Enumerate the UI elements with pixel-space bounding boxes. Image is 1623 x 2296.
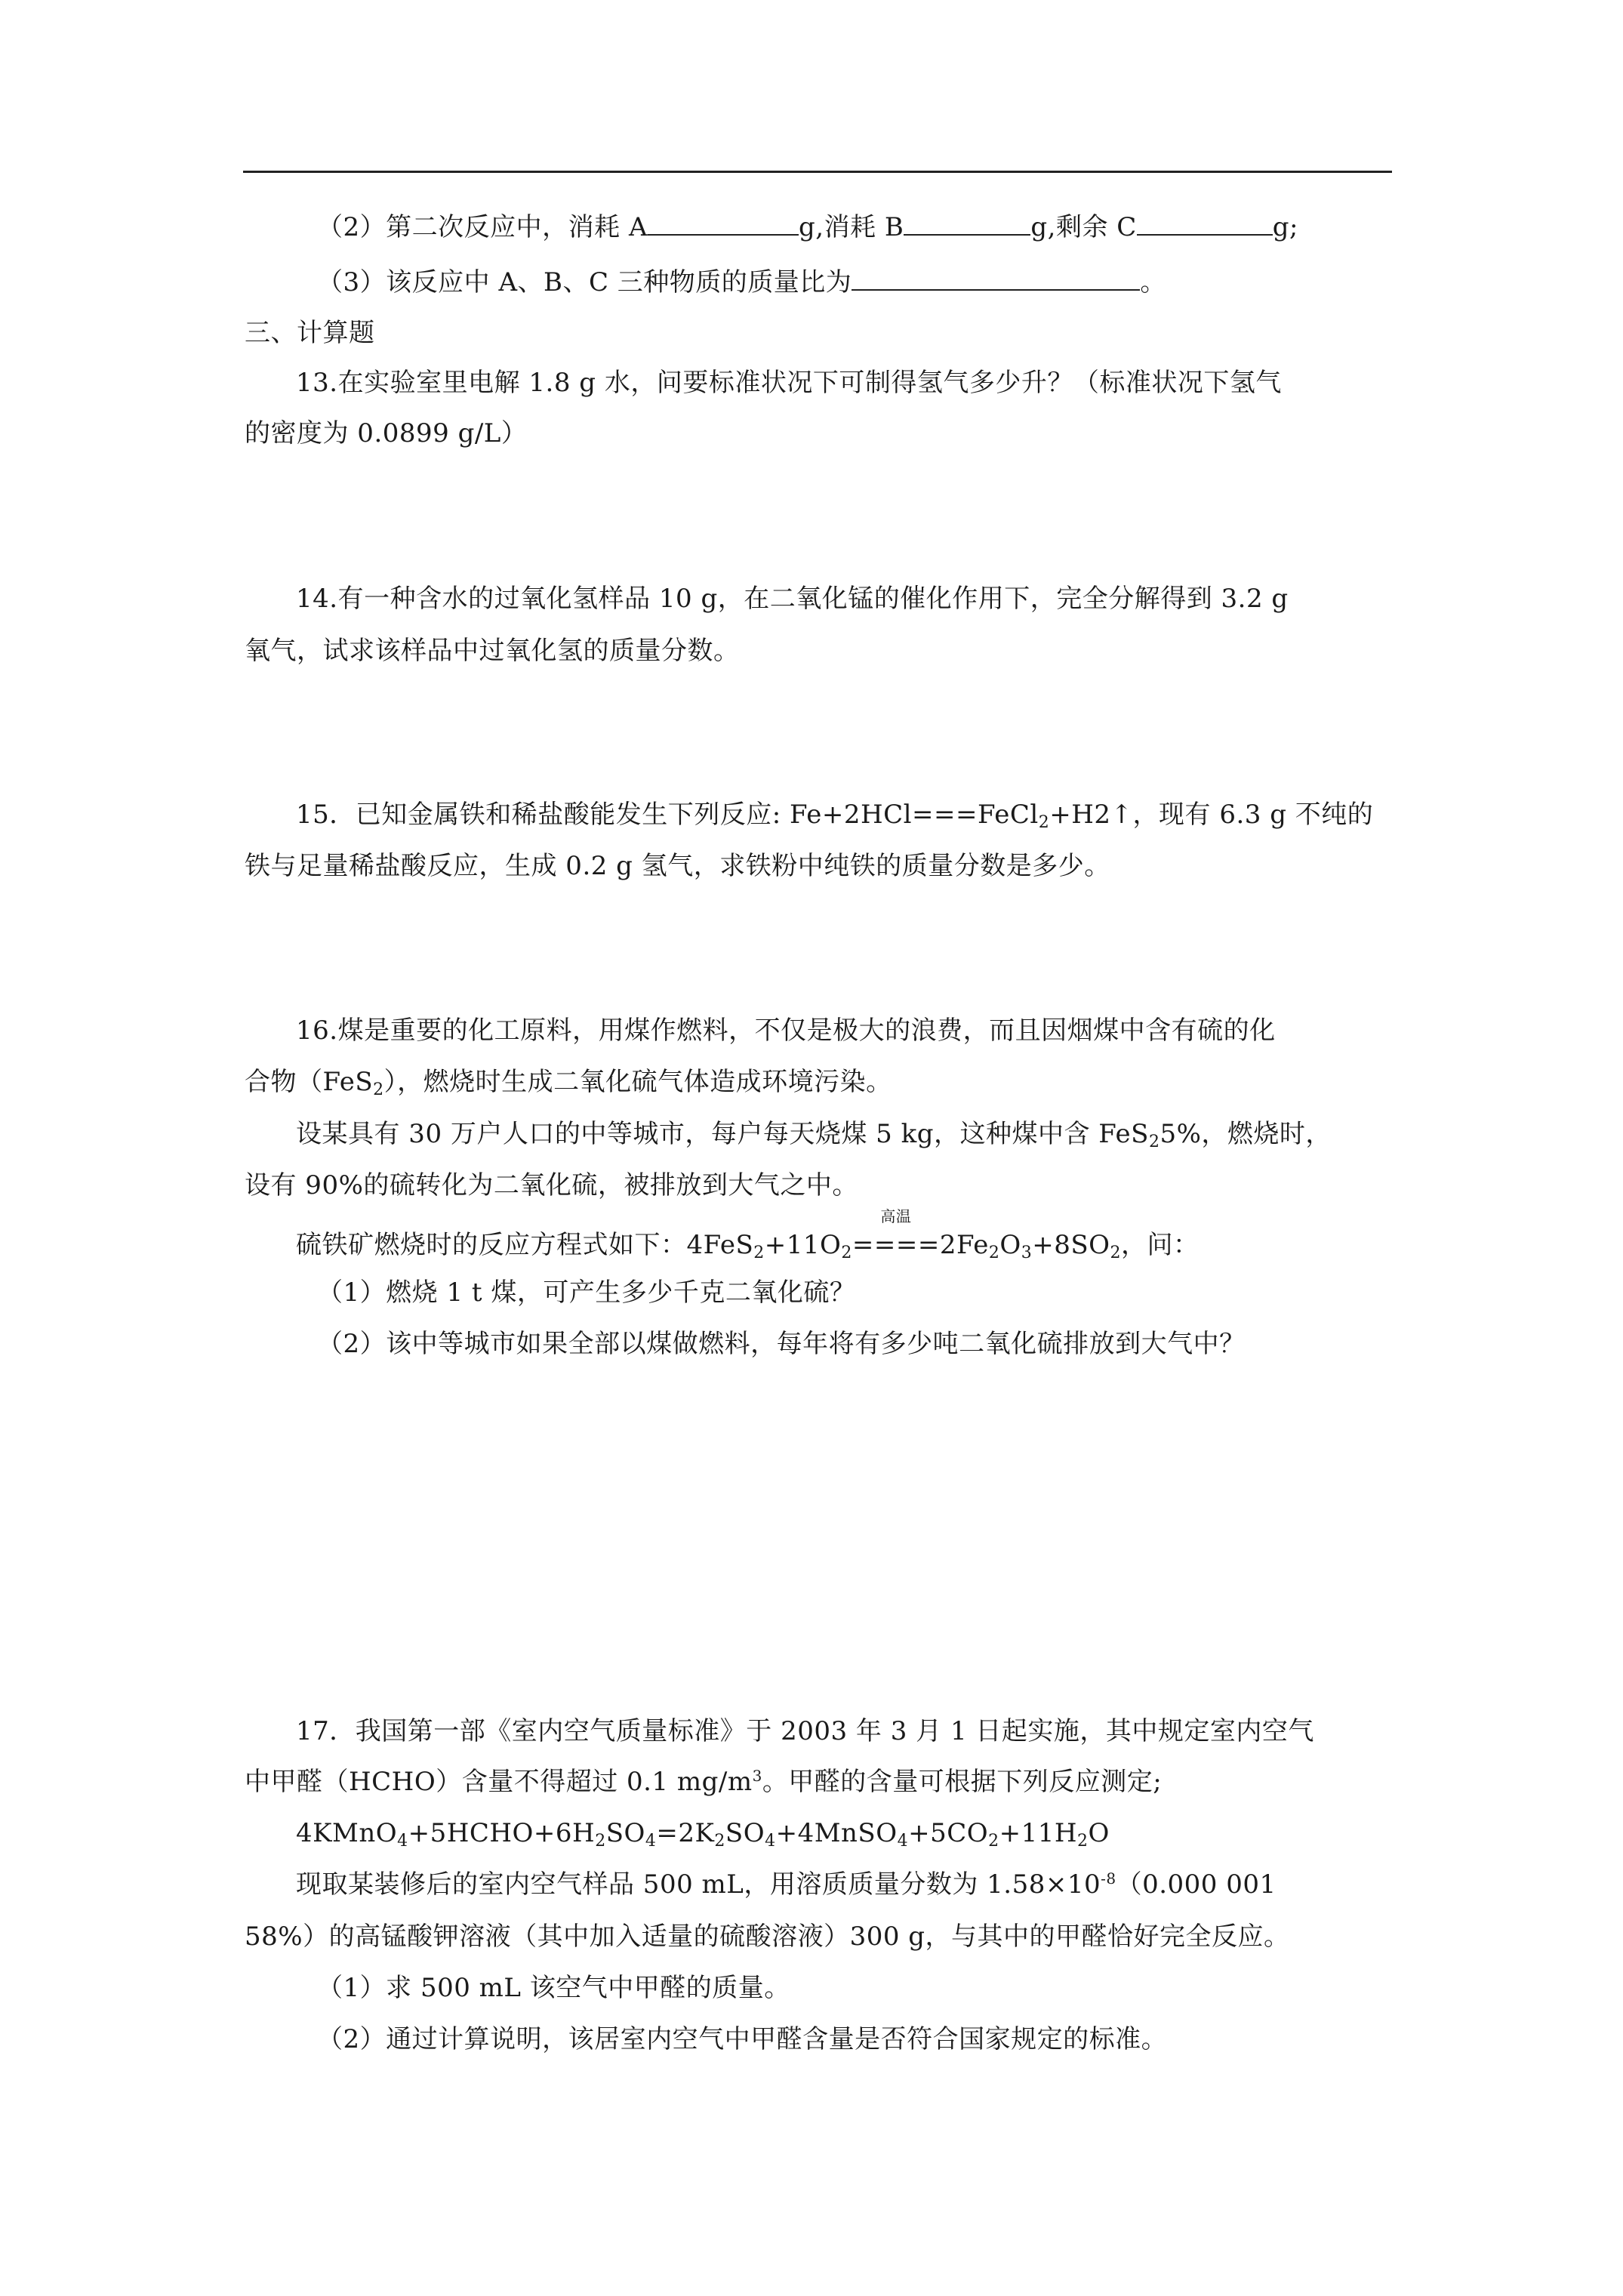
eq-text: =2K: [656, 1818, 715, 1848]
q13-line2: 的密度为 0.0899 g/L）: [245, 418, 528, 448]
eq-text: +4MnSO: [775, 1818, 898, 1848]
q15-line2: 铁与足量稀盐酸反应，生成 0.2 g 氢气，求铁粉中纯铁的质量分数是多少。: [245, 851, 1110, 881]
q17-line3: [296, 1868, 1277, 1901]
subscript: 2: [1038, 813, 1050, 832]
q12-part3-text: （3）该反应中 A、B、C 三种物质的质量比为: [317, 267, 852, 297]
q17-text-b: （0.000 001: [1116, 1869, 1277, 1900]
reaction-arrow: [852, 1207, 940, 1262]
q14-line2: 氧气，试求该样品中过氧化氢的质量分数。: [245, 636, 740, 666]
eq-text: O: [999, 1230, 1021, 1260]
subscript: 4: [645, 1832, 657, 1851]
q12-part2-text-a: （2）第二次反应中，消耗 A: [317, 212, 648, 242]
q16-equation: [296, 1207, 1200, 1262]
q12-part2-text-d: g;: [1272, 212, 1299, 242]
q17-line2: [245, 1765, 1162, 1798]
q16-sub2: （2）该中等城市如果全部以煤做燃料，每年将有多少吨二氧化硫排放到大气中？: [317, 1329, 1246, 1359]
q17-text-b: 。甲醛的含量可根据下列反应测定;: [762, 1767, 1163, 1797]
subscript: 4: [765, 1832, 776, 1851]
subscript: 2: [714, 1832, 725, 1851]
q13-line1: 13.在实验室里电解 1.8 g 水，问要标准状况下可制得氢气多少升？（标准状况下氢气: [296, 368, 1282, 398]
q16-line1: 16.煤是重要的化工原料，用煤作燃料，不仅是极大的浪费，而且因烟煤中含有硫的化: [296, 1015, 1276, 1046]
eq-text: +11O: [764, 1230, 842, 1260]
q12-part3-end: 。: [1140, 267, 1166, 297]
subscript: 2: [595, 1832, 606, 1851]
q15-text-b: +H2↑，现有 6.3 g 不纯的: [1049, 800, 1374, 830]
subscript: 2: [841, 1244, 852, 1262]
subscript: 2: [373, 1080, 384, 1099]
q17-sub1: （1）求 500 mL 该空气中甲醛的质量。: [317, 1973, 790, 2003]
subscript: 4: [397, 1832, 408, 1851]
q12-part2-text-b: g,消耗 B: [799, 212, 904, 242]
subscript: 3: [1021, 1244, 1033, 1262]
superscript: 3: [752, 1767, 762, 1785]
superscript: -8: [1101, 1869, 1116, 1888]
header-rule: [243, 171, 1392, 173]
answer-blank-ratio[interactable]: [852, 268, 1140, 291]
q17-text-a: 现取某装修后的室内空气样品 500 mL，用溶质质量分数为 1.58×10: [296, 1869, 1101, 1900]
section-title: 三、计算题: [245, 318, 375, 348]
q16-line2: [245, 1065, 892, 1099]
subscript: 2: [988, 1244, 1000, 1262]
answer-blank-c[interactable]: [1137, 213, 1273, 236]
q16-line3: [296, 1117, 1332, 1151]
q15-text-a: 15．已知金属铁和稀盐酸能发生下列反应: Fe+2HCl===FeCl: [296, 800, 1039, 830]
q14-line1: 14.有一种含水的过氧化氢样品 10 g，在二氧化锰的催化作用下，完全分解得到 3.2 g: [296, 584, 1289, 614]
eq-text: +5CO: [908, 1818, 989, 1848]
eq-text: SO: [605, 1818, 645, 1848]
subscript: 4: [897, 1832, 909, 1851]
subscript: 2: [1148, 1133, 1160, 1151]
q16-text-b: ），燃烧时生成二氧化硫气体造成环境污染。: [383, 1067, 892, 1097]
eq-text: 2Fe: [939, 1230, 989, 1260]
subscript: 2: [988, 1832, 999, 1851]
q16-text-a: 设某具有 30 万户人口的中等城市，每户每天烧煤 5 kg，这种煤中含 FeS: [296, 1119, 1149, 1149]
q17-text-a: 中甲醛（HCHO）含量不得超过 0.1 mg/m: [245, 1767, 753, 1797]
q17-sub2: （2）通过计算说明，该居室内空气中甲醛含量是否符合国家规定的标准。: [317, 2024, 1168, 2054]
answer-blank-a[interactable]: [648, 213, 799, 236]
answer-blank-b[interactable]: [904, 213, 1030, 236]
q16-line4: 设有 90%的硫转化为二氧化硫，被排放到大气之中。: [245, 1170, 858, 1200]
q15-line1: [296, 798, 1373, 831]
eq-text: O: [1088, 1818, 1110, 1848]
q12-part2-text-c: g,剩余 C: [1030, 212, 1137, 242]
subscript: 2: [753, 1244, 765, 1262]
eq-text: 硫铁矿燃烧时的反应方程式如下：4FeS: [296, 1230, 754, 1260]
q17-line1: 17．我国第一部《室内空气质量标准》于 2003 年 3 月 1 日起实施，其中规定室内空气: [296, 1716, 1314, 1746]
q16-sub1: （1）燃烧 1 t 煤，可产生多少千克二氧化硫？: [317, 1277, 856, 1308]
eq-text: +5HCHO+6H: [408, 1818, 596, 1848]
eq-text: 4KMnO: [296, 1818, 398, 1848]
q16-text-b: 5%，燃烧时，: [1160, 1119, 1332, 1149]
subscript: 2: [1077, 1832, 1089, 1851]
q16-text-a: 合物（FeS: [245, 1067, 374, 1097]
q17-line4: 58%）的高锰酸钾溶液（其中加入适量的硫酸溶液）300 g，与其中的甲醛恰好完全反应。: [245, 1922, 1290, 1952]
q12-part2: [317, 211, 1298, 244]
eq-text: +8SO: [1032, 1230, 1110, 1260]
q17-equation: [296, 1817, 1110, 1850]
subscript: 2: [1110, 1244, 1122, 1262]
eq-text: SO: [725, 1818, 765, 1848]
eq-text: ，问：: [1121, 1230, 1200, 1260]
reaction-condition: 高温: [880, 1207, 912, 1225]
arrow-text: ====: [852, 1230, 940, 1260]
q12-part3: [317, 266, 1166, 299]
eq-text: +11H: [999, 1818, 1078, 1848]
